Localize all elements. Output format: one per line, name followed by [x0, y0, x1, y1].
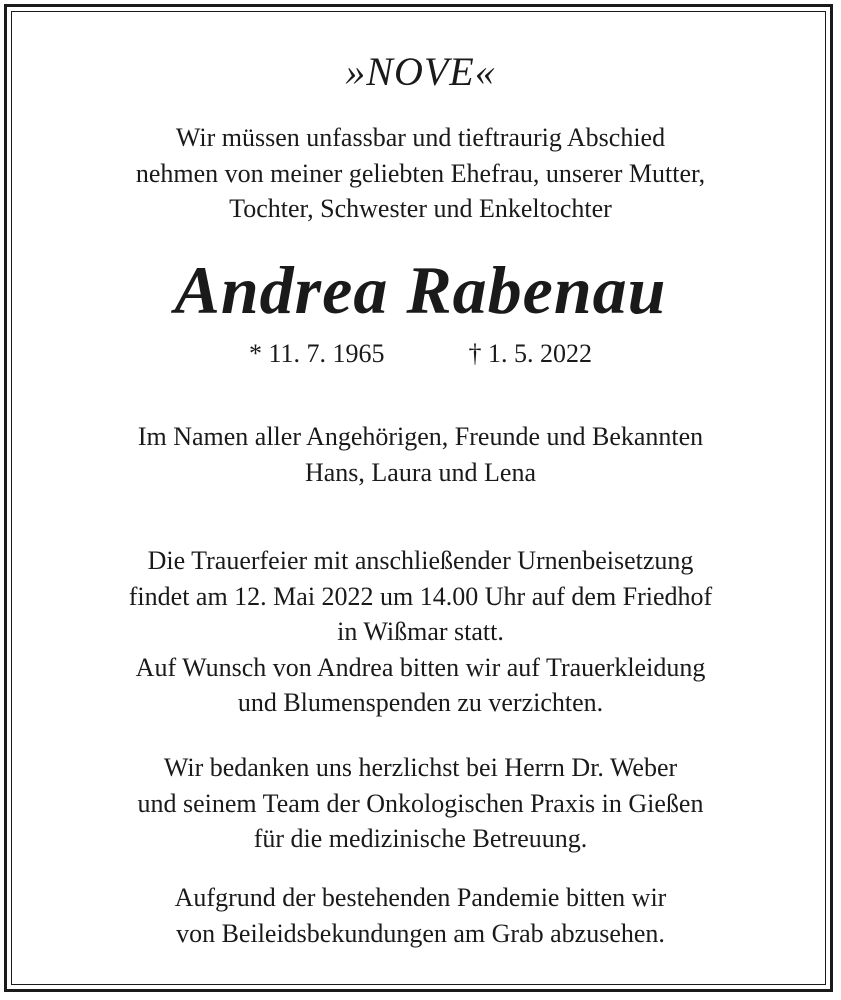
- thanks-line: für die medizinische Betreuung.: [253, 824, 588, 853]
- ceremony-line: und Blumenspenden zu verzichten.: [237, 688, 604, 717]
- motto: »NOVE«: [345, 49, 496, 94]
- ceremony-line: Die Trauerfeier mit anschließender Urnenbeisetzung: [147, 546, 694, 575]
- thanks-line: Wir bedanken uns herzlichst bei Herrn Dr. Weber: [163, 753, 678, 782]
- pandemic-note: [20, 880, 821, 951]
- family-line: Hans, Laura und Lena: [304, 457, 537, 487]
- intro-line: nehmen von meiner geliebten Ehefrau, unserer Mutter,: [135, 158, 706, 188]
- ceremony-line: Auf Wunsch von Andrea bitten wir auf Trauerkleidung: [135, 652, 706, 682]
- birth-date: * 11. 7. 1965: [248, 339, 385, 368]
- pandemic-line: von Beileidsbekundungen am Grab abzusehen.: [176, 918, 665, 948]
- ceremony-line: in Wißmar statt.: [337, 617, 504, 646]
- intro-line: Tochter, Schwester und Enkeltochter: [229, 194, 612, 223]
- family-line: Im Namen aller Angehörigen, Freunde und Bekannten: [137, 422, 704, 451]
- thanks-text: [20, 750, 821, 857]
- intro-line: Wir müssen unfassbar und tieftraurig Abschied: [175, 123, 666, 152]
- intro-text: [20, 120, 821, 227]
- ceremony-line: findet am 12. Mai 2022 um 14.00 Uhr auf dem Friedhof: [128, 581, 713, 611]
- ceremony-info: [20, 543, 821, 721]
- thanks-line: und seinem Team der Onkologischen Praxis in Gießen: [137, 788, 704, 818]
- family-signature: [20, 419, 821, 490]
- deceased-name: Andrea Rabenau: [174, 252, 667, 328]
- pandemic-line: Aufgrund der bestehenden Pandemie bitten wir: [174, 883, 667, 912]
- death-date: † 1. 5. 2022: [468, 339, 593, 368]
- life-dates: [20, 337, 821, 371]
